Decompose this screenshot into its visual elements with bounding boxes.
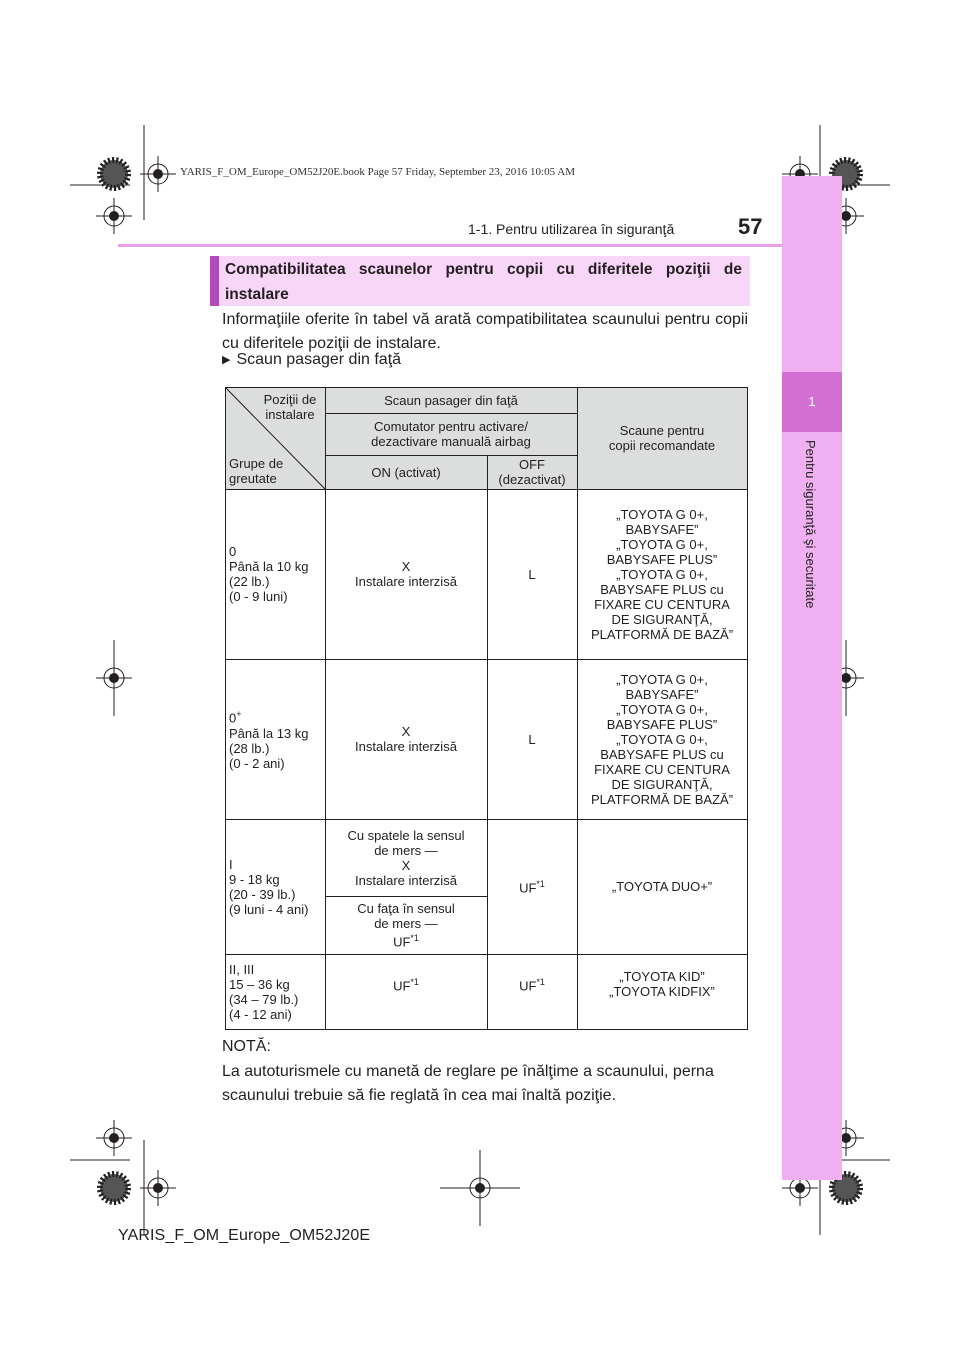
chapter-number: 1	[782, 372, 842, 432]
row0-group-line: (22 lb.)	[229, 574, 270, 589]
heading-title: Compatibilitatea scaunelor pentru copii cu diferitele poziţii de	[225, 261, 742, 278]
grid-line	[747, 387, 748, 1030]
uf-label: UF	[519, 880, 537, 896]
row2-on-rear	[325, 819, 487, 896]
rec-line: „TOYOTA G 0+,	[616, 566, 708, 582]
footer-code: YARIS_F_OM_Europe_OM52J20E	[118, 1227, 371, 1244]
footnote-mark: *1	[410, 976, 419, 987]
corner-bottom-label: Grupe de greutate	[229, 456, 284, 486]
footnote-mark: *1	[536, 976, 545, 987]
rec-line: „TOYOTA KID”	[619, 969, 705, 984]
rec-line: „TOYOTA G 0+,	[616, 671, 708, 687]
row1-on-line: X	[401, 724, 411, 739]
grid-line	[325, 455, 577, 456]
grid-line	[325, 896, 487, 897]
grid-line	[577, 387, 578, 1030]
grid-line	[225, 954, 748, 955]
header-off: OFF (dezactivat)	[498, 457, 566, 487]
row3-on	[325, 954, 487, 1014]
intro-paragraph: Informaţiile oferite în tabel vă arată compatibilitatea scaunului pentru copii cu diferitele poziţii de instalare.	[222, 311, 748, 352]
rec-line: DE SIGURANŢĂ,	[611, 776, 713, 792]
grid-line	[225, 819, 748, 820]
grid-line	[325, 387, 326, 1030]
row0-group	[225, 489, 325, 659]
row3-group-line: (34 – 79 lb.)	[229, 991, 299, 1007]
grid-line	[487, 819, 488, 954]
row1-on-line: Instalare interzisă	[355, 739, 457, 754]
row2-off	[487, 819, 577, 954]
note-title: NOTĂ:	[222, 1038, 271, 1055]
uf-label: UF	[519, 978, 537, 994]
rec-line: FIXARE CU CENTURA	[594, 596, 730, 612]
rec-line: BABYSAFE PLUS cu	[600, 746, 724, 762]
rec-line: PLATFORMĂ DE BAZĂ”	[590, 791, 734, 807]
row0-group-line: (0 - 9 luni)	[229, 589, 288, 604]
grid-line	[225, 489, 748, 490]
file-header: YARIS_F_OM_Europe_OM52J20E.book Page 57 Friday, September 23, 2016 10:05 AM	[180, 166, 575, 178]
heading-title-line2: instalare	[225, 286, 289, 303]
page-number: 57	[738, 214, 763, 239]
rec-line: „TOYOTA G 0+,	[616, 506, 708, 522]
row1-on	[325, 659, 487, 819]
note-text: La autoturismele cu manetă de reglare pe înălţime a scaunului, perna scaunului trebuie să fie reglată în cea mai înaltă poziţie.	[222, 1063, 714, 1104]
row2-group-line: (9 luni - 4 ani)	[229, 901, 309, 917]
rec-line: „TOYOTA KIDFIX”	[609, 984, 715, 999]
row3-recommended	[577, 954, 747, 1014]
row2-group-line: 9 - 18 kg	[229, 871, 280, 887]
row3-group-line: (4 - 12 ani)	[229, 1006, 292, 1022]
row2-recommended: „TOYOTA DUO+”	[611, 879, 713, 894]
row2-on-line: Cu spatele la sensul	[347, 827, 465, 843]
rec-line: BABYSAFE”	[625, 686, 699, 702]
chapter-title: Pentru siguranţă şi securitate	[803, 440, 818, 609]
grid-line	[487, 954, 488, 1030]
rec-line: „TOYOTA G 0+,	[616, 731, 708, 747]
row1-group-sup: +	[236, 709, 242, 720]
row2-on-front	[325, 896, 487, 954]
row3-group-line: II, III	[229, 961, 255, 977]
uf-label: UF	[393, 978, 411, 994]
row0-group-line: 0	[229, 544, 237, 559]
row2-group	[225, 819, 325, 954]
rec-line: „TOYOTA G 0+,	[616, 536, 708, 552]
grid-line	[225, 659, 748, 660]
grid-line	[487, 455, 488, 819]
bullet-item	[222, 348, 401, 373]
row1-recommended	[577, 659, 747, 819]
row2-on-uf	[393, 931, 419, 949]
grid-line	[325, 413, 577, 414]
heading-accent-bar	[210, 256, 219, 306]
row2-on-line: de mers —	[374, 842, 438, 858]
rec-line: BABYSAFE PLUS”	[606, 551, 718, 567]
grid-line	[225, 387, 748, 388]
header-switch: Comutator pentru activare/ dezactivare manuală airbag	[371, 419, 531, 449]
uf-label: UF	[393, 934, 411, 950]
row2-group-line: I	[229, 856, 233, 872]
rec-line: BABYSAFE”	[625, 521, 699, 537]
row2-group-line: (20 - 39 lb.)	[229, 886, 296, 902]
header-recommended: Scaune pentru copii recomandate	[608, 423, 716, 453]
row2-on-line: X	[401, 857, 411, 873]
rec-line: PLATFORMĂ DE BAZĂ”	[590, 626, 734, 642]
bullet-text: Scaun pasager din faţă	[236, 351, 402, 368]
rec-line: BABYSAFE PLUS cu	[600, 581, 724, 597]
row1-group-main: 0	[229, 710, 237, 726]
row0-on	[325, 489, 487, 659]
row1-group-line: (0 - 2 ani)	[229, 755, 285, 771]
triangle-bullet-icon: ▶	[222, 354, 231, 366]
row1-group-line	[229, 707, 242, 725]
row3-group	[225, 954, 325, 1029]
row0-group-line: Până la 10 kg	[229, 559, 309, 574]
row1-off: L	[528, 731, 536, 747]
rec-line: FIXARE CU CENTURA	[594, 761, 730, 777]
side-tab	[782, 176, 842, 1180]
grid-line	[225, 387, 226, 1030]
header-seat: Scaun pasager din faţă	[384, 392, 518, 408]
footnote-mark: *1	[536, 879, 545, 890]
row1-group-line: (28 lb.)	[229, 740, 270, 756]
row1-group	[225, 659, 325, 819]
header-on: ON (activat)	[371, 464, 441, 480]
footnote-mark: *1	[410, 932, 419, 943]
row2-on-line: Instalare interzisă	[355, 872, 457, 888]
row1-group-line: Până la 13 kg	[229, 725, 309, 741]
header-rule	[118, 244, 782, 247]
rec-line: „TOYOTA G 0+,	[616, 701, 708, 717]
row3-off	[487, 954, 577, 1014]
rec-line: DE SIGURANŢĂ,	[611, 611, 713, 627]
rec-line: BABYSAFE PLUS”	[606, 716, 718, 732]
row2-on-line: Cu faţa în sensul	[357, 900, 455, 916]
compatibility-table	[225, 387, 748, 1030]
target-mark-1	[140, 156, 176, 192]
row2-on-line: de mers —	[374, 915, 438, 931]
row3-group-line: 15 – 36 kg	[229, 976, 290, 992]
row0-recommended	[577, 489, 747, 659]
section-header: 1-1. Pentru utilizarea în siguranţă	[468, 221, 675, 237]
corner-top-label: Poziţii de instalare	[263, 392, 317, 422]
row0-on-line: Instalare interzisă	[355, 574, 457, 589]
row0-on-line: X	[401, 559, 411, 574]
row0-off: L	[528, 566, 536, 582]
